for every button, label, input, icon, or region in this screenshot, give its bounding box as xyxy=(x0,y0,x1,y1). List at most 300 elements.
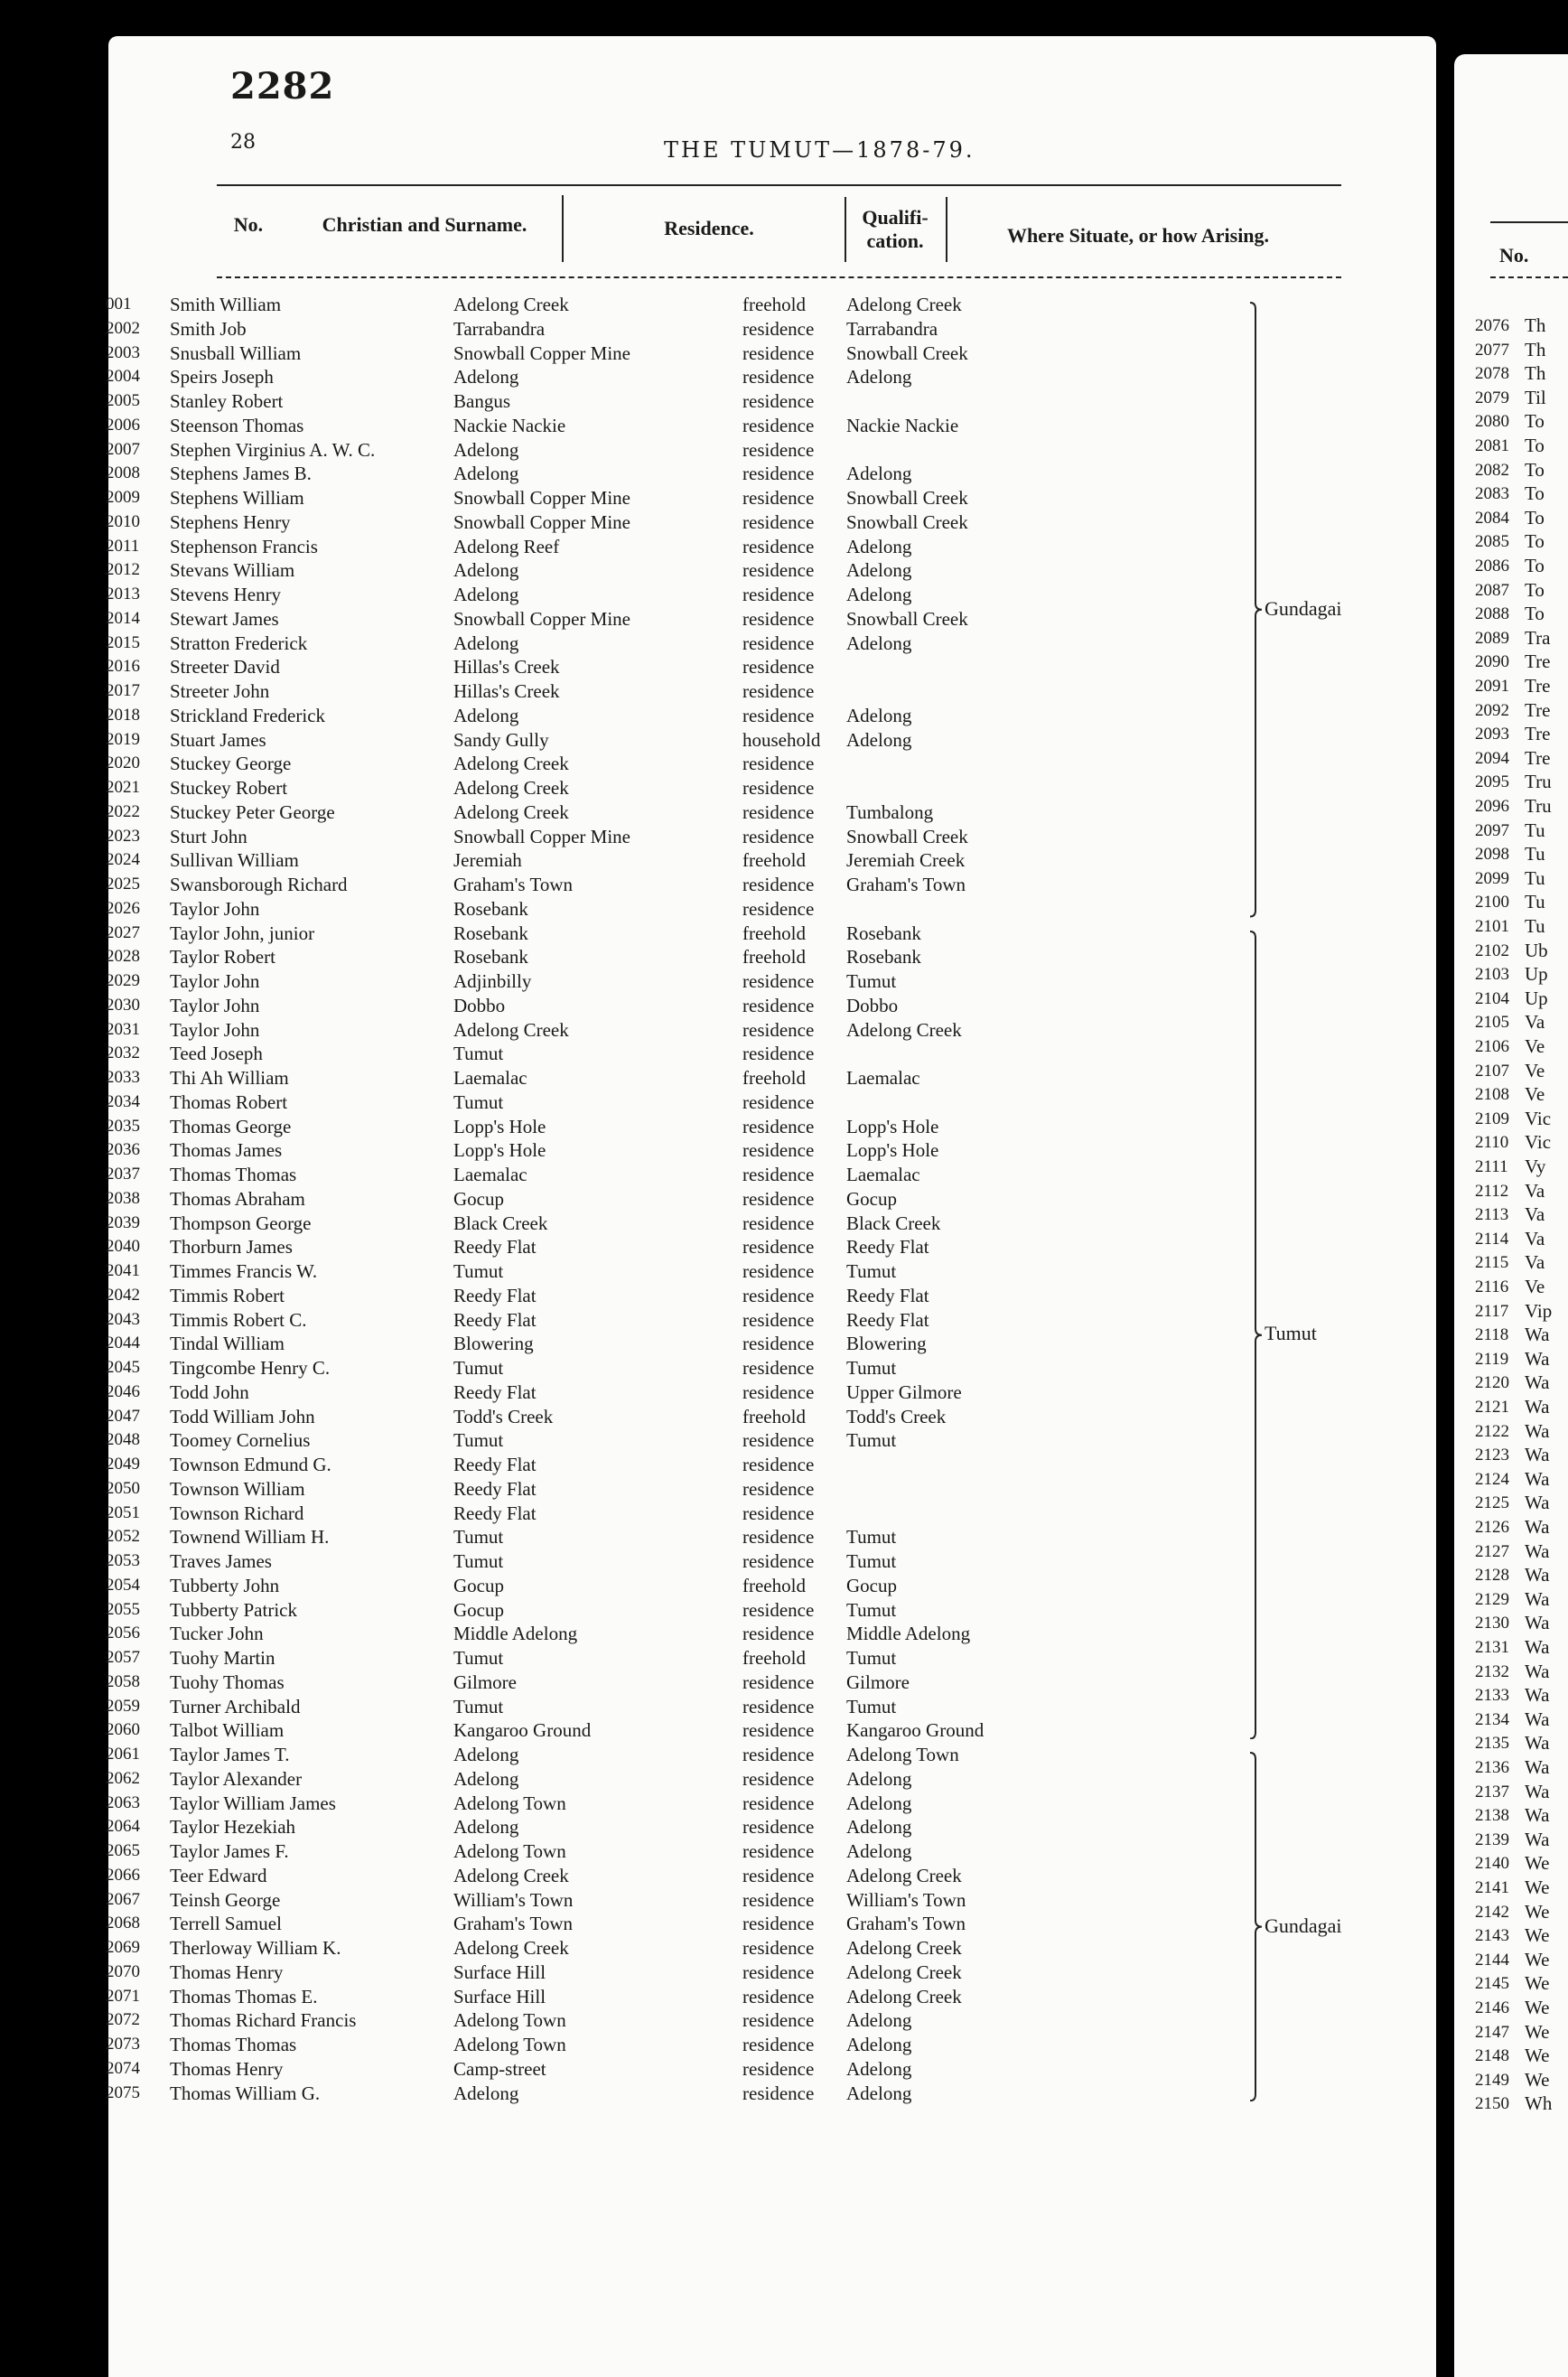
cell-number: 2049 xyxy=(106,1455,140,1474)
cell-number: 2004 xyxy=(106,367,140,387)
cell-name: Thomas George xyxy=(170,1115,292,1137)
page-number: 28 xyxy=(230,131,256,154)
cell-qualification: residence xyxy=(742,317,815,340)
facing-cell-name: Wa xyxy=(1525,1587,1550,1610)
table-row xyxy=(0,1405,1328,1429)
table-row xyxy=(0,1115,1328,1139)
cell-name: Timmes Francis W. xyxy=(170,1260,318,1282)
cell-where: Adelong xyxy=(846,366,912,388)
cell-residence: Laemalac xyxy=(453,1067,527,1089)
cell-where: Tumut xyxy=(846,1550,897,1572)
cell-number: 2050 xyxy=(106,1478,140,1498)
table-row xyxy=(0,583,1328,607)
cell-number: 2027 xyxy=(106,922,140,942)
cell-residence: Blowering xyxy=(453,1333,534,1355)
cell-residence: Reedy Flat xyxy=(453,1502,537,1524)
facing-cell-name: Wa xyxy=(1525,1444,1550,1466)
facing-cell-name: We xyxy=(1525,1876,1550,1898)
cell-qualification: freehold xyxy=(742,1574,806,1596)
cell-number: 2067 xyxy=(106,1889,140,1909)
cell-number: 2063 xyxy=(106,1792,140,1812)
facing-cell-number: 2100 xyxy=(1475,893,1509,912)
cell-name: Thi Ah William xyxy=(170,1067,289,1089)
cell-residence: Lopp's Hole xyxy=(453,1139,546,1162)
cell-residence: Adelong xyxy=(453,1767,519,1790)
facing-cell-name: We xyxy=(1525,2068,1550,2091)
col-divider-2 xyxy=(845,197,846,262)
cell-number: 2062 xyxy=(106,1768,140,1788)
cell-number: 2032 xyxy=(106,1043,140,1063)
cell-residence: Tumut xyxy=(453,1043,504,1065)
cell-residence: Tumut xyxy=(453,1550,504,1572)
facing-cell-name: Th xyxy=(1525,362,1546,385)
facing-cell-number: 2149 xyxy=(1475,2070,1509,2090)
facing-cell-number: 2079 xyxy=(1475,388,1509,407)
district-brace xyxy=(1248,302,1266,918)
cell-number: 2074 xyxy=(106,2058,140,2078)
table-row xyxy=(0,462,1328,486)
facing-cell-number: 2108 xyxy=(1475,1085,1509,1105)
cell-residence: Adelong xyxy=(453,704,519,726)
cell-number: 2005 xyxy=(106,391,140,410)
table-row xyxy=(0,1284,1328,1308)
cell-residence: Snowball Copper Mine xyxy=(453,825,630,847)
cell-name: Thomas James xyxy=(170,1139,283,1162)
cell-number: 2059 xyxy=(106,1696,140,1716)
table-row xyxy=(0,1090,1328,1115)
cell-qualification: residence xyxy=(742,680,815,702)
facing-cell-name: Th xyxy=(1525,338,1546,360)
cell-qualification: residence xyxy=(742,1236,815,1259)
facing-cell-number: 2122 xyxy=(1475,1421,1509,1441)
cell-residence: Adelong xyxy=(453,559,519,582)
cell-number: 2020 xyxy=(106,753,140,773)
cell-name: Strickland Frederick xyxy=(170,704,326,726)
facing-cell-number: 2134 xyxy=(1475,1709,1509,1729)
facing-cell-number: 2121 xyxy=(1475,1398,1509,1417)
facing-cell-name: Tre xyxy=(1525,650,1551,673)
facing-cell-number: 2124 xyxy=(1475,1469,1509,1489)
cell-qualification: residence xyxy=(742,1526,815,1549)
cell-residence: Kangaroo Ground xyxy=(453,1719,592,1742)
cell-qualification: residence xyxy=(742,2009,815,2032)
cell-name: Stevans William xyxy=(170,559,295,582)
cell-where: Gilmore xyxy=(846,1670,910,1693)
cell-number: 2003 xyxy=(106,342,140,362)
cell-qualification: freehold xyxy=(742,294,806,315)
cell-residence: Adelong Creek xyxy=(453,753,569,775)
page-title: THE TUMUT—1878-79. xyxy=(664,137,975,163)
facing-cell-name: To xyxy=(1525,555,1545,576)
cell-name: Stephens William xyxy=(170,487,304,509)
cell-residence: Gocup xyxy=(453,1187,504,1210)
facing-cell-name: Tu xyxy=(1525,819,1545,841)
facing-cell-name: To xyxy=(1525,578,1545,601)
cell-number: 2060 xyxy=(106,1720,140,1740)
cell-where: Adelong xyxy=(846,632,912,654)
cell-residence: Tumut xyxy=(453,1429,504,1452)
cell-name: Turner Archibald xyxy=(170,1695,301,1717)
cell-residence: Graham's Town xyxy=(453,1913,573,1935)
facing-cell-name: Vic xyxy=(1525,1107,1552,1129)
cell-number: 2058 xyxy=(106,1671,140,1691)
cell-qualification: residence xyxy=(742,994,815,1016)
facing-cell-name: To xyxy=(1525,603,1545,625)
table-row xyxy=(0,704,1328,728)
facing-cell-number: 2078 xyxy=(1475,364,1509,384)
cell-number: 2008 xyxy=(106,463,140,483)
cell-where: Adelong Creek xyxy=(846,1937,962,1959)
table-row xyxy=(0,655,1328,679)
cell-where: Jeremiah Creek xyxy=(846,849,966,872)
table-row xyxy=(0,1695,1328,1719)
table-row xyxy=(0,1767,1328,1792)
facing-cell-name: Ve xyxy=(1525,1276,1545,1297)
facing-cell-number: 2094 xyxy=(1475,748,1509,768)
cell-name: Stuckey Robert xyxy=(170,777,288,799)
facing-cell-name: Ve xyxy=(1525,1035,1545,1057)
cell-residence: Reedy Flat xyxy=(453,1477,537,1500)
facing-cell-name: Va xyxy=(1525,1179,1545,1202)
table-row xyxy=(0,2033,1328,2057)
cell-name: Tuohy Thomas xyxy=(170,1670,285,1693)
cell-number: 2011 xyxy=(106,536,140,556)
cell-name: Tubberty John xyxy=(170,1574,280,1596)
cell-name: Traves James xyxy=(170,1550,272,1572)
table-row xyxy=(0,1380,1328,1405)
cell-where: Gocup xyxy=(846,1574,897,1596)
header-bottom-rule xyxy=(217,276,1341,278)
cell-qualification: freehold xyxy=(742,849,806,872)
page-stamp: 2282 xyxy=(230,65,335,108)
cell-number: 2064 xyxy=(106,1817,140,1837)
cell-number: 2066 xyxy=(106,1865,140,1885)
cell-where: Tumut xyxy=(846,1429,897,1452)
cell-qualification: residence xyxy=(742,487,815,509)
district-label: Tumut xyxy=(1265,1322,1317,1345)
facing-cell-number: 2146 xyxy=(1475,1998,1509,2017)
cell-number: 2068 xyxy=(106,1914,140,1933)
cell-where: Adelong xyxy=(846,2057,912,2080)
cell-where: Adelong xyxy=(846,535,912,557)
cell-number: 2056 xyxy=(106,1624,140,1643)
cell-qualification: residence xyxy=(742,2034,815,2055)
facing-cell-name: Wa xyxy=(1525,1371,1550,1394)
cell-name: Stephens James B. xyxy=(170,463,312,485)
facing-cell-number: 2116 xyxy=(1475,1277,1509,1296)
cell-name: Stuckey George xyxy=(170,753,292,775)
cell-number: 2039 xyxy=(106,1212,140,1232)
cell-where: Middle Adelong xyxy=(846,1623,971,1645)
facing-cell-name: We xyxy=(1525,1852,1550,1875)
header-where: Where Situate, or how Arising. xyxy=(1006,224,1270,247)
cell-where: Adelong Creek xyxy=(846,1961,962,1983)
cell-where: Graham's Town xyxy=(846,874,966,895)
table-row xyxy=(0,776,1328,800)
table-row xyxy=(0,1163,1328,1187)
cell-qualification: household xyxy=(742,728,821,751)
cell-residence: Snowball Copper Mine xyxy=(453,342,630,364)
cell-number: 2051 xyxy=(106,1502,140,1522)
cell-number: 2069 xyxy=(106,1938,140,1957)
facing-cell-name: Va xyxy=(1525,1203,1545,1226)
facing-cell-number: 2092 xyxy=(1475,700,1509,720)
cell-number: 2073 xyxy=(106,2035,140,2054)
facing-cell-name: Up xyxy=(1525,963,1548,986)
facing-cell-number: 2123 xyxy=(1475,1446,1509,1465)
cell-residence: Adelong Town xyxy=(453,2034,566,2055)
table-row xyxy=(0,825,1328,849)
cell-number: 2022 xyxy=(106,801,140,821)
facing-cell-number: 2128 xyxy=(1475,1566,1509,1586)
cell-residence: Laemalac xyxy=(453,1164,527,1185)
cell-where: Reedy Flat xyxy=(846,1284,929,1306)
facing-cell-name: Va xyxy=(1525,1011,1545,1034)
cell-name: Stephen Virginius A. W. C. xyxy=(170,438,376,461)
table-row xyxy=(0,1912,1328,1936)
table-row xyxy=(0,1259,1328,1284)
cell-qualification: residence xyxy=(742,1985,815,2007)
facing-cell-number: 2126 xyxy=(1475,1518,1509,1537)
cell-qualification: freehold xyxy=(742,1405,806,1427)
cell-qualification: residence xyxy=(742,970,815,992)
cell-name: Stewart James xyxy=(170,607,279,630)
table-row xyxy=(0,1549,1328,1574)
cell-where: Adelong Creek xyxy=(846,1985,962,2007)
cell-residence: Snowball Copper Mine xyxy=(453,487,630,509)
facing-cell-name: Wa xyxy=(1525,1732,1550,1755)
facing-cell-number: 2113 xyxy=(1475,1205,1509,1225)
cell-residence: Adelong xyxy=(453,584,519,605)
facing-cell-number: 2133 xyxy=(1475,1686,1509,1706)
table-row xyxy=(0,873,1328,897)
table-row xyxy=(0,607,1328,632)
cell-name: Timmis Robert xyxy=(170,1284,285,1306)
table-row xyxy=(0,679,1328,704)
facing-cell-name: Tu xyxy=(1525,866,1545,889)
facing-cell-number: 2080 xyxy=(1475,412,1509,432)
cell-name: Stuart James xyxy=(170,728,266,751)
cell-number: 2061 xyxy=(106,1745,140,1764)
table-row xyxy=(0,1235,1328,1259)
cell-name: Taylor William James xyxy=(170,1792,336,1814)
cell-where: Adelong Creek xyxy=(846,1864,962,1886)
cell-residence: Adelong xyxy=(453,1744,519,1765)
cell-name: Smith William xyxy=(170,294,282,315)
facing-cell-name: Wa xyxy=(1525,1516,1550,1538)
cell-where: Lopp's Hole xyxy=(846,1139,939,1162)
cell-name: Townend William H. xyxy=(170,1526,330,1549)
facing-cell-name: Wa xyxy=(1525,1780,1550,1802)
facing-cell-name: We xyxy=(1525,1924,1550,1947)
table-row xyxy=(0,1792,1328,1816)
cell-qualification: residence xyxy=(742,535,815,557)
cell-name: Stevens Henry xyxy=(170,584,282,605)
facing-cell-name: Vic xyxy=(1525,1131,1552,1154)
cell-qualification: residence xyxy=(742,1308,815,1331)
cell-qualification: residence xyxy=(742,1937,815,1959)
cell-qualification: residence xyxy=(742,1212,815,1234)
cell-name: Thomas Thomas xyxy=(170,2034,297,2055)
facing-cell-number: 2090 xyxy=(1475,652,1509,672)
cell-number: 2019 xyxy=(106,729,140,749)
cell-number: 2055 xyxy=(106,1599,140,1619)
cell-name: Sullivan William xyxy=(170,849,299,872)
facing-cell-number: 2109 xyxy=(1475,1109,1509,1128)
cell-residence: Rosebank xyxy=(453,946,528,969)
facing-cell-name: Va xyxy=(1525,1227,1545,1249)
table-row xyxy=(0,510,1328,535)
cell-residence: Reedy Flat xyxy=(453,1284,537,1306)
table-row xyxy=(0,1888,1328,1913)
cell-number: 001 xyxy=(106,295,132,314)
facing-cell-name: We xyxy=(1525,1997,1550,2018)
cell-number: 2041 xyxy=(106,1261,140,1280)
table-row xyxy=(0,2082,1328,2106)
district-brace xyxy=(1248,931,1266,1740)
cell-residence: Gilmore xyxy=(453,1670,517,1693)
facing-header-no: No. xyxy=(1499,244,1529,267)
table-row xyxy=(0,1743,1328,1767)
cell-residence: William's Town xyxy=(453,1888,574,1911)
cell-residence: Tumut xyxy=(453,1647,504,1669)
facing-cell-number: 2089 xyxy=(1475,628,1509,648)
facing-cell-name: Tra xyxy=(1525,626,1551,649)
facing-cell-name: We xyxy=(1525,2020,1550,2043)
cell-qualification: residence xyxy=(742,874,815,895)
facing-cell-number: 2112 xyxy=(1475,1181,1509,1201)
cell-qualification: residence xyxy=(742,897,815,920)
cell-residence: Adelong Creek xyxy=(453,1937,569,1959)
cell-qualification: residence xyxy=(742,1598,815,1621)
cell-number: 2007 xyxy=(106,439,140,459)
facing-cell-number: 2096 xyxy=(1475,797,1509,816)
facing-cell-name: To xyxy=(1525,410,1545,433)
table-row xyxy=(0,1598,1328,1623)
table-row xyxy=(0,535,1328,559)
cell-residence: Surface Hill xyxy=(453,1985,546,2007)
cell-number: 2042 xyxy=(106,1285,140,1305)
cell-residence: Adelong Creek xyxy=(453,1864,569,1886)
table-row xyxy=(0,1646,1328,1670)
cell-name: Therloway William K. xyxy=(170,1937,341,1959)
cell-qualification: residence xyxy=(742,704,815,726)
cell-qualification: residence xyxy=(742,390,815,412)
cell-name: Thomas William G. xyxy=(170,2082,321,2104)
table-row xyxy=(0,1961,1328,1985)
table-row xyxy=(0,969,1328,994)
facing-cell-number: 2145 xyxy=(1475,1974,1509,1994)
table-row xyxy=(0,438,1328,463)
facing-cell-name: Wa xyxy=(1525,1660,1550,1682)
cell-number: 2016 xyxy=(106,657,140,677)
cell-number: 2048 xyxy=(106,1430,140,1450)
facing-cell-name: Wh xyxy=(1525,2092,1553,2115)
cell-residence: Hillas's Creek xyxy=(453,656,560,678)
cell-residence: Tumut xyxy=(453,1357,504,1379)
facing-cell-number: 2086 xyxy=(1475,557,1509,576)
facing-top-rule xyxy=(1490,221,1568,223)
cell-name: Tindal William xyxy=(170,1333,285,1355)
table-row xyxy=(0,317,1328,342)
cell-residence: Adelong Creek xyxy=(453,777,569,799)
cell-number: 2033 xyxy=(106,1068,140,1087)
cell-qualification: residence xyxy=(742,1767,815,1790)
cell-name: Snusball William xyxy=(170,342,302,364)
cell-where: Adelong xyxy=(846,2034,912,2055)
cell-qualification: residence xyxy=(742,1357,815,1379)
cell-qualification: residence xyxy=(742,510,815,533)
cell-number: 2034 xyxy=(106,1091,140,1111)
cell-where: Rosebank xyxy=(846,922,921,944)
cell-where: Tumut xyxy=(846,1647,897,1669)
facing-cell-number: 2138 xyxy=(1475,1806,1509,1826)
cell-where: Adelong xyxy=(846,2009,912,2032)
facing-cell-number: 2076 xyxy=(1475,316,1509,335)
table-row xyxy=(0,293,1328,317)
cell-number: 2015 xyxy=(106,632,140,652)
cell-residence: Lopp's Hole xyxy=(453,1115,546,1137)
facing-cell-number: 2077 xyxy=(1475,340,1509,360)
cell-name: Taylor Alexander xyxy=(170,1767,303,1790)
cell-name: Taylor John xyxy=(170,970,260,992)
table-row xyxy=(0,558,1328,583)
cell-where: Upper Gilmore xyxy=(846,1380,962,1403)
cell-number: 2075 xyxy=(106,2082,140,2102)
cell-name: Todd John xyxy=(170,1380,249,1403)
cell-residence: Gocup xyxy=(453,1574,504,1596)
table-row xyxy=(0,1985,1328,2009)
cell-where: Adelong xyxy=(846,463,912,485)
facing-cell-name: Tru xyxy=(1525,795,1552,817)
facing-bottom-rule xyxy=(1490,276,1568,278)
facing-cell-name: Tre xyxy=(1525,723,1551,745)
facing-cell-name: To xyxy=(1525,458,1545,481)
cell-name: Thomas Henry xyxy=(170,2057,284,2080)
cell-where: Reedy Flat xyxy=(846,1236,929,1259)
cell-qualification: residence xyxy=(742,2082,815,2104)
table-row xyxy=(0,1066,1328,1090)
cell-number: 2026 xyxy=(106,898,140,918)
cell-name: Thomas Abraham xyxy=(170,1187,305,1210)
cell-name: Tuohy Martin xyxy=(170,1647,275,1669)
header-qualification: Qualifi- cation. xyxy=(862,206,929,252)
cell-number: 2021 xyxy=(106,778,140,797)
facing-cell-name: Wa xyxy=(1525,1492,1550,1514)
cell-name: Taylor James F. xyxy=(170,1840,289,1862)
cell-name: Tubberty Patrick xyxy=(170,1598,297,1621)
cell-qualification: residence xyxy=(742,1719,815,1742)
cell-residence: Adjinbilly xyxy=(453,970,532,992)
cell-number: 2018 xyxy=(106,705,140,725)
cell-residence: Adelong xyxy=(453,1816,519,1839)
cell-number: 2044 xyxy=(106,1334,140,1353)
cell-name: Smith Job xyxy=(170,317,247,340)
district-label: Gundagai xyxy=(1265,1914,1342,1937)
cell-name: Stephenson Francis xyxy=(170,535,318,557)
table-row xyxy=(0,922,1328,946)
cell-number: 2030 xyxy=(106,995,140,1015)
facing-cell-name: Wa xyxy=(1525,1828,1550,1850)
table-row xyxy=(0,1308,1328,1333)
cell-name: Taylor John xyxy=(170,994,260,1016)
cell-where: Tumut xyxy=(846,970,897,992)
facing-cell-name: Up xyxy=(1525,987,1548,1009)
cell-qualification: residence xyxy=(742,1840,815,1862)
facing-cell-name: Tru xyxy=(1525,771,1552,793)
cell-number: 2006 xyxy=(106,415,140,435)
col-divider-1 xyxy=(562,195,564,262)
